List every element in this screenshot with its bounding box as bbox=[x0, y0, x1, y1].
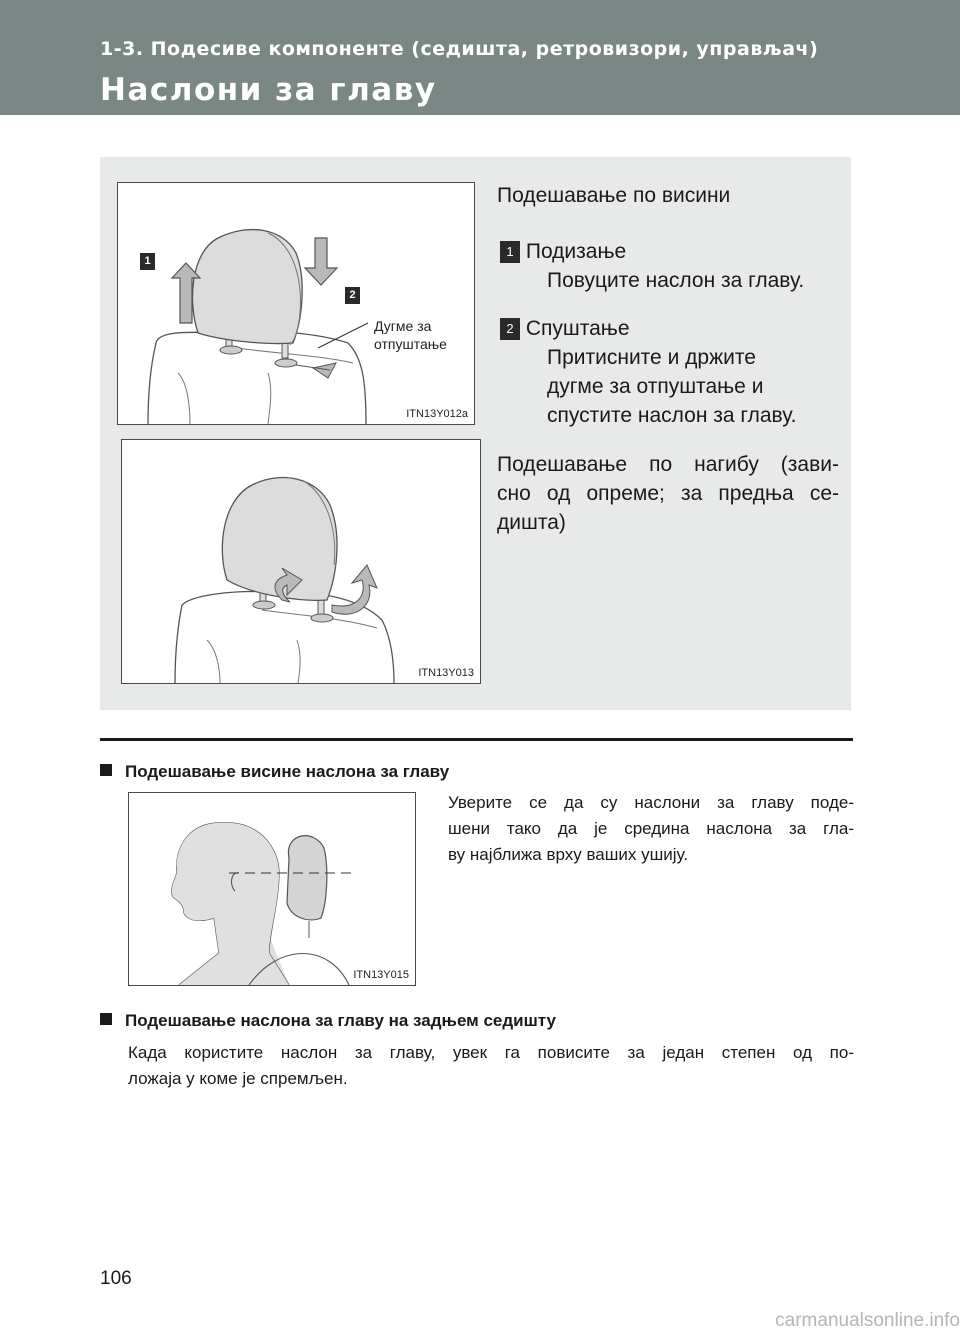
bullet-square-icon bbox=[100, 764, 112, 776]
step2-text-line3: спустите наслон за главу. bbox=[547, 404, 797, 427]
section1-text: Уверите се да су наслони за главу поде- шени тако да је средина наслона за гла- ву најближа врху ваших ушију. bbox=[448, 793, 854, 864]
step1-badge-figure: 1 bbox=[140, 253, 155, 270]
step2-text-line1: Притисните и држите bbox=[547, 346, 756, 369]
step1-badge: 1 bbox=[500, 241, 520, 263]
step1 bbox=[500, 237, 804, 295]
step1-title: Подизање bbox=[525, 240, 627, 263]
section-title: 1-3. Подесиве компоненте (седишта, ретровизори, управљач) bbox=[100, 38, 819, 60]
page-title: Наслони за главу bbox=[100, 72, 437, 108]
figure-correct-height bbox=[128, 792, 416, 986]
step2-text-line2: дугме за отпуштање и bbox=[547, 375, 764, 398]
instruction-panel bbox=[100, 157, 851, 710]
section1-heading: Подешавање висине наслона за главу bbox=[100, 762, 449, 782]
page-header bbox=[0, 0, 960, 115]
height-heading: Подешавање по висини bbox=[497, 184, 731, 207]
release-button-label: Дугме за отпуштање bbox=[374, 318, 447, 352]
tilt-heading: Подешавање по нагибу (зави- сно од опреме; за предња се- дишта) bbox=[497, 453, 839, 534]
page-number: 106 bbox=[100, 1268, 132, 1289]
headrest-height-illustration bbox=[118, 183, 474, 424]
step1-text: Повуците наслон за главу. bbox=[547, 269, 805, 292]
watermark: carmanualsonline.info bbox=[775, 1310, 960, 1331]
section2-heading: Подешавање наслона за главу на задњем седишту bbox=[100, 1011, 556, 1031]
section2-text: Када користите наслон за главу, увек га повисите за један степен од по- ложаја у коме је спремљен. bbox=[128, 1043, 854, 1088]
figure-code: ITN13Y013 bbox=[418, 667, 474, 679]
step2-badge: 2 bbox=[500, 318, 520, 340]
step2-badge-figure: 2 bbox=[345, 287, 360, 304]
figure-code: ITN13Y015 bbox=[353, 969, 409, 981]
head-position-illustration bbox=[129, 793, 415, 985]
figure-tilt-adjustment bbox=[121, 439, 481, 684]
figure-code: ITN13Y012a bbox=[406, 408, 468, 420]
figure-height-adjustment bbox=[117, 182, 475, 425]
bullet-square-icon bbox=[100, 1013, 112, 1025]
section-divider bbox=[100, 738, 853, 741]
step2 bbox=[500, 314, 796, 430]
step2-title: Спуштање bbox=[525, 317, 630, 340]
headrest-tilt-illustration bbox=[122, 440, 480, 683]
